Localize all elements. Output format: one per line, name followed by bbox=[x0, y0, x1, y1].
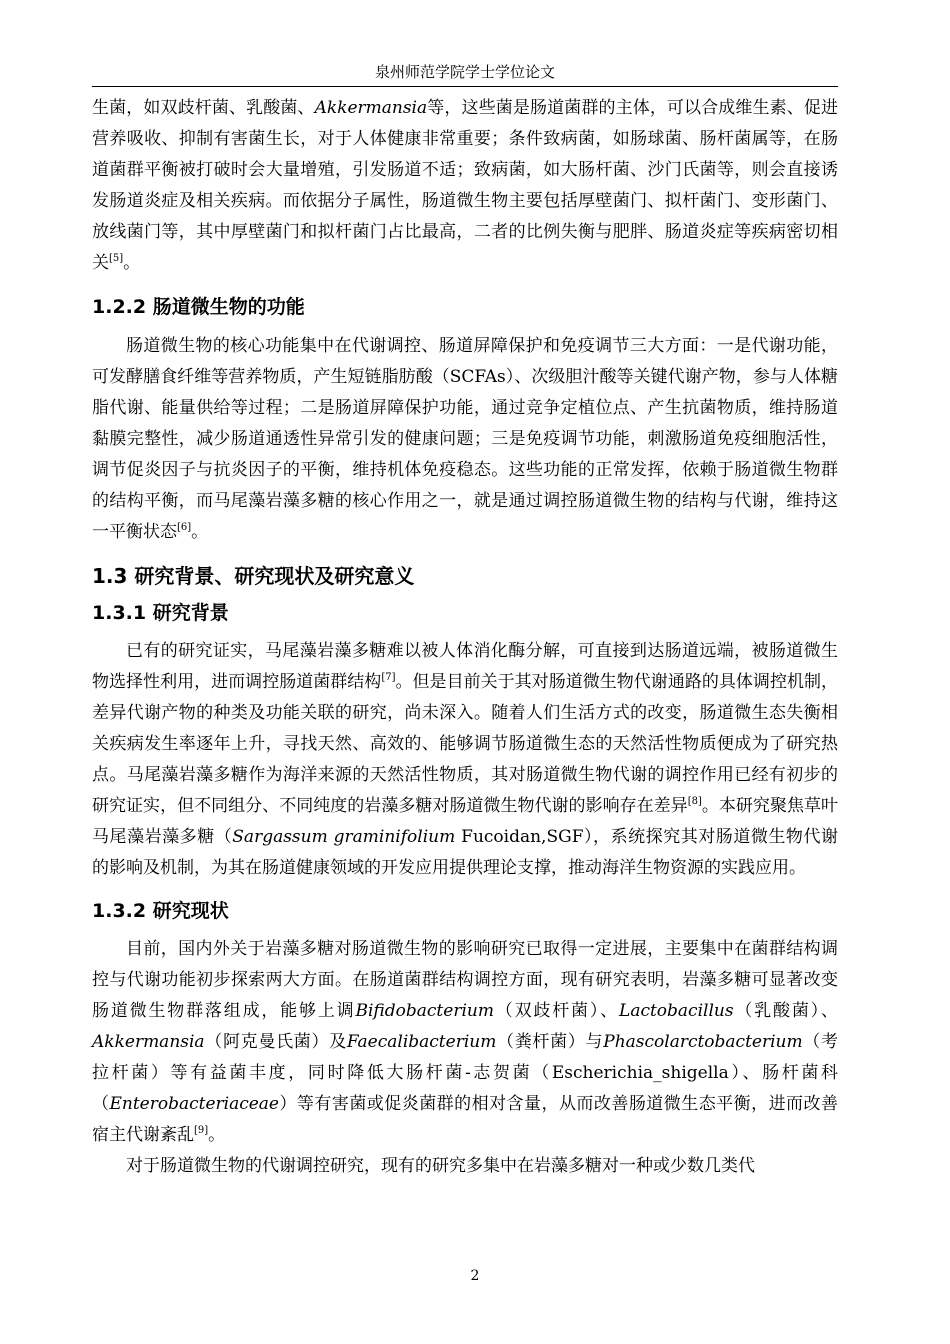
section-heading-1-3-1: 1.3.1 研究背景 bbox=[92, 602, 229, 624]
section-heading-1-3: 1.3 研究背景、研究现状及研究意义 bbox=[92, 564, 415, 588]
page-body bbox=[92, 93, 838, 1182]
paragraph-metabolism-start: 对于肠道微生物的代谢调控研究，现有的研究多集中在岩藻多糖对一种或少数几类代 bbox=[126, 1156, 755, 1176]
paragraph-functions: 肠道微生物的核心功能集中在代谢调控、肠道屏障保护和免疫调节三大方面：一是代谢功能，可发酵膳食纤维等营养物质，产生短链脂肪酸（SCFAs）、次级胆汁酸等关键代谢产物，参与人体糖脂代谢、能量供给等过程；二是肠道屏障保护功能，通过竞争定植位点、产生抗菌物质，维持肠道黏膜完整性，减少肠道通透性异常引发的健康问题；三是免疫调节功能，刺激肠道免疫细胞活性，调节促炎因子与抗炎因子的平衡，维持机体免疫稳态。这些功能的正常发挥，依赖于肠道微生物群的结构平衡，而马尾藻岩藻多糖的核心作用之一，就是通过调控肠道微生物的结构与代谢，维持这一平衡状态[6]。 bbox=[92, 336, 838, 542]
citation: [9] bbox=[194, 1125, 209, 1136]
citation: [8] bbox=[687, 796, 702, 807]
citation: [6] bbox=[177, 522, 192, 533]
header-rule bbox=[92, 86, 838, 87]
page-number: 2 bbox=[470, 1268, 480, 1284]
citation: [7] bbox=[381, 672, 396, 683]
section-heading-1-2-2: 1.2.2 肠道微生物的功能 bbox=[92, 296, 305, 318]
paragraph-background: 已有的研究证实，马尾藻岩藻多糖难以被人体消化酶分解，可直接到达肠道远端，被肠道微生物选择性利用，进而调控肠道菌群结构[7]。但是目前关于其对肠道微生物代谢通路的具体调控机制，差异代谢产物的种类及功能关联的研究，尚未深入。随着人们生活方式的改变，肠道微生态失衡相关疾病发生率逐年上升，寻找天然、高效的、能够调节肠道微生态的天然活性物质便成为了研究热点。马尾藻岩藻多糖作为海洋来源的天然活性物质，其对肠道微生物代谢的调控作用已经有初步的研究证实，但不同组分、不同纯度的岩藻多糖对肠道微生物代谢的影响存在差异[8]。本研究聚焦草叶马尾藻岩藻多糖（Sargassum graminifolium Fucoidan,SGF），系统探究其对肠道微生物代谢的影响及机制，为其在肠道健康领域的开发应用提供理论支撑，推动海洋生物资源的实践应用。 bbox=[92, 641, 839, 878]
running-header: 泉州师范学院学士学位论文 bbox=[374, 63, 555, 81]
section-heading-1-3-2: 1.3.2 研究现状 bbox=[92, 900, 229, 922]
paragraph-status: 目前，国内外关于岩藻多糖对肠道微生物的影响研究已取得一定进展，主要集中在菌群结构调控与代谢功能初步探索两大方面。在肠道菌群结构调控方面，现有研究表明，岩藻多糖可显著改变肠道微生物群落组成，能够上调Bifidobacterium（双歧杆菌）、Lactobacillus（乳酸菌）、Akkermansia（阿克曼氏菌）及Faecalibacterium（粪杆菌）与Phascolarctobacterium（考拉杆菌）等有益菌丰度，同时降低大肠杆菌-志贺菌（Escherichia_shigella）、肠杆菌科（Enterobacteriaceae）等有害菌或促炎菌群的相对含量，从而改善肠道微生态平衡，进而改善宿主代谢紊乱[9]。 bbox=[92, 939, 839, 1145]
citation: [5] bbox=[109, 253, 124, 264]
paragraph-bacteria-types: 生菌，如双歧杆菌、乳酸菌、Akkermansia等，这些菌是肠道菌群的主体，可以合成维生素、促进营养吸收、抑制有害菌生长，对于人体健康非常重要；条件致病菌，如肠球菌、肠杆菌属等，在肠道菌群平衡被打破时会大量增殖，引发肠道不适；致病菌，如大肠杆菌、沙门氏菌等，则会直接诱发肠道炎症及相关疾病。而依据分子属性，肠道微生物主要包括厚壁菌门、拟杆菌门、变形菌门、放线菌门等，其中厚壁菌门和拟杆菌门占比最高，二者的比例失衡与肥胖、肠道炎症等疾病密切相关[5]。 bbox=[92, 98, 839, 273]
